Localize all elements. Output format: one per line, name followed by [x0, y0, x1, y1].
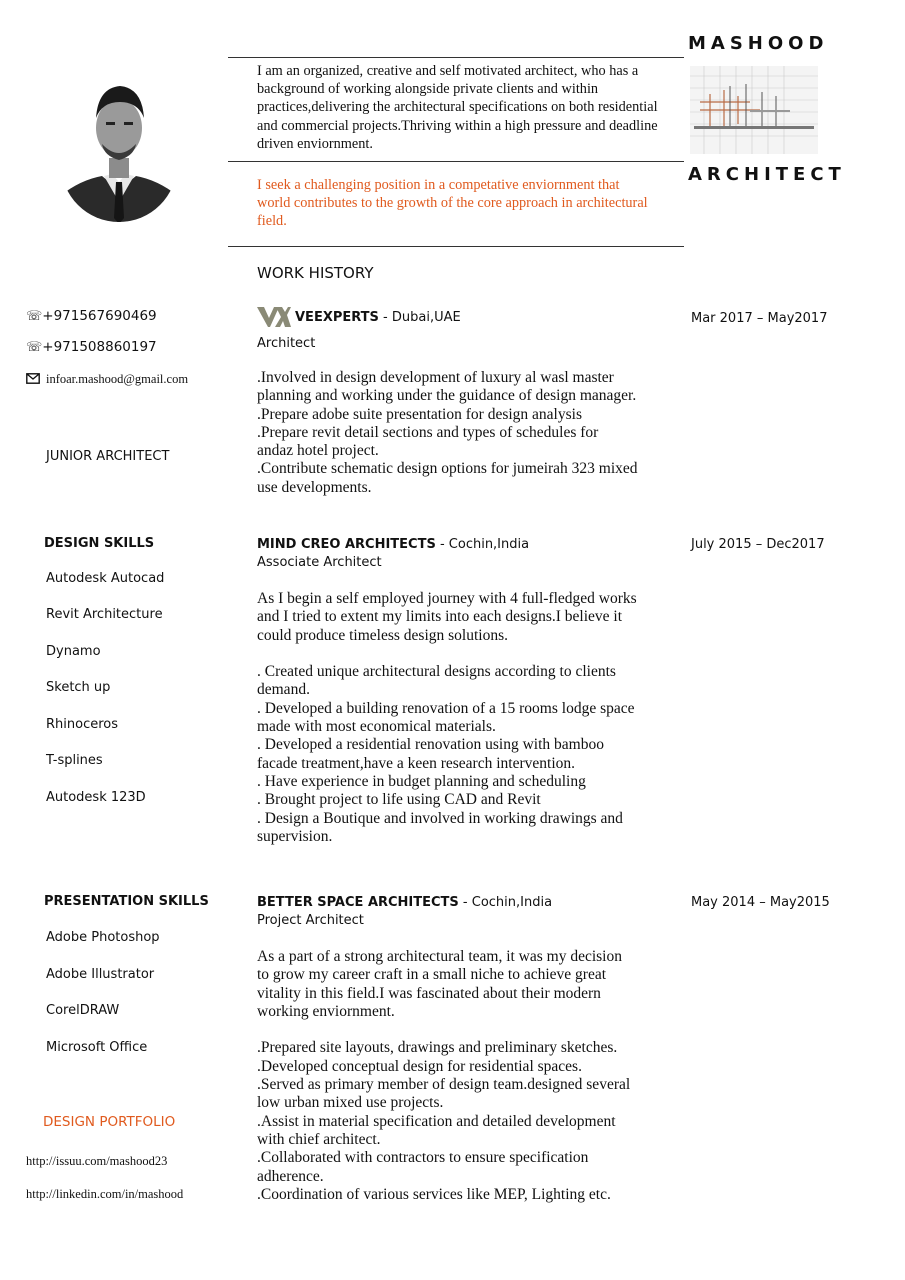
company-location: - Cochin,India: [458, 895, 553, 910]
email-address[interactable]: infoar.mashood@gmail.com: [46, 372, 189, 386]
job-company: [257, 895, 552, 910]
job-role: Project Architect: [257, 913, 364, 928]
job-date: July 2015 – Dec2017: [691, 537, 825, 552]
profile-photo: [60, 78, 178, 224]
design-skills-heading: DESIGN SKILLS: [44, 536, 155, 551]
job-company: [295, 310, 461, 325]
phone-number-1[interactable]: +971567690469: [42, 308, 157, 324]
skill-item: Microsoft Office: [46, 1040, 148, 1055]
divider-middle: [228, 161, 684, 162]
work-history-heading: WORK HISTORY: [257, 264, 374, 282]
summary-text: I am an organized, creative and self motivated architect, who has a background of working alongside private clients and within practices,delivering the architectural specifications on both residential and commercial projects.Thriving within a high pressure and deadline driven enviornment.: [257, 63, 658, 152]
company-name: VEEXPERTS: [295, 310, 379, 325]
company-name: BETTER SPACE ARCHITECTS: [257, 895, 459, 910]
skill-item: Sketch up: [46, 680, 111, 695]
email-icon: [26, 373, 40, 384]
skill-item: T-splines: [46, 753, 103, 768]
job-date: Mar 2017 – May2017: [691, 311, 828, 326]
job-description: .Involved in design development of luxury al wasl master planning and working under the guidance of design manager. .Prepare adobe suite presentation for design analysis .Prepare revit detail sections and types of schedules for andaz hotel project. .Contribute schematic design options for jumeirah 323 mixed use developments.: [257, 369, 638, 496]
skill-item: Autodesk 123D: [46, 790, 146, 805]
last-name: ARCHITECT: [688, 164, 846, 185]
divider-top: [228, 57, 684, 58]
skill-item: Dynamo: [46, 644, 101, 659]
presentation-skills-heading: PRESENTATION SKILLS: [44, 894, 209, 909]
divider-bottom: [228, 246, 684, 247]
phone-icon: ☏: [26, 340, 43, 355]
email-row: [26, 372, 188, 387]
job-date: May 2014 – May2015: [691, 895, 830, 910]
phone-row-2: [26, 339, 157, 355]
job-description: As a part of a strong architectural team, it was my decision to grow my career craft in a small niche to achieve great vitality in this field.I was fascinated about their modern working enviornment. .Prepared site layouts, drawings and preliminary sketches. .Developed conceptual design for residential spaces. .Served as primary member of design team.designed several low urban mixed use projects. .Assist in material specification and detailed development with chief architect. .Collaborated with contractors to ensure specification adherence. .Coordination of various services like MEP, Lighting etc.: [257, 948, 631, 1203]
skill-item: Revit Architecture: [46, 607, 163, 622]
job-company: [257, 537, 529, 552]
company-location: - Cochin,India: [435, 537, 530, 552]
portfolio-heading: DESIGN PORTFOLIO: [43, 1114, 176, 1130]
company-name: MIND CREO ARCHITECTS: [257, 537, 436, 552]
skill-item: Rhinoceros: [46, 717, 119, 732]
job-title: JUNIOR ARCHITECT: [46, 449, 170, 464]
portfolio-link-linkedin[interactable]: http://linkedin.com/in/mashood: [26, 1187, 184, 1201]
first-name: MASHOOD: [688, 33, 829, 54]
phone-number-2[interactable]: +971508860197: [42, 339, 157, 355]
architecture-sketch: [690, 66, 818, 154]
phone-icon: ☏: [26, 309, 43, 324]
skill-item: Adobe Photoshop: [46, 930, 160, 945]
objective-text: I seek a challenging position in a competative enviornment that world contributes to the growth of the core approach in architectural field.: [257, 177, 648, 230]
company-location: - Dubai,UAE: [378, 310, 461, 325]
portfolio-link-issuu[interactable]: http://issuu.com/mashood23: [26, 1154, 168, 1168]
skill-item: Autodesk Autocad: [46, 571, 165, 586]
skill-item: Adobe Illustrator: [46, 967, 155, 982]
veexperts-logo: [257, 307, 291, 327]
job-role: Associate Architect: [257, 555, 382, 570]
job-description: As I begin a self employed journey with 4 full-fledged works and I tried to extent my limits into each designs.I believe it could produce timeless design solutions. . Created unique architectural designs according to clients demand. . Developed a building renovation of a 15 rooms lodge space made with most economical materials. . Developed a residential renovation using with bamboo facade treatment,have a keen research intervention. . Have experience in budget planning and scheduling . Brought project to life using CAD and Revit . Design a Boutique and involved in working drawings and supervision.: [257, 590, 637, 845]
job-role: Architect: [257, 336, 316, 351]
skill-item: CorelDRAW: [46, 1003, 120, 1018]
phone-row-1: [26, 308, 157, 324]
